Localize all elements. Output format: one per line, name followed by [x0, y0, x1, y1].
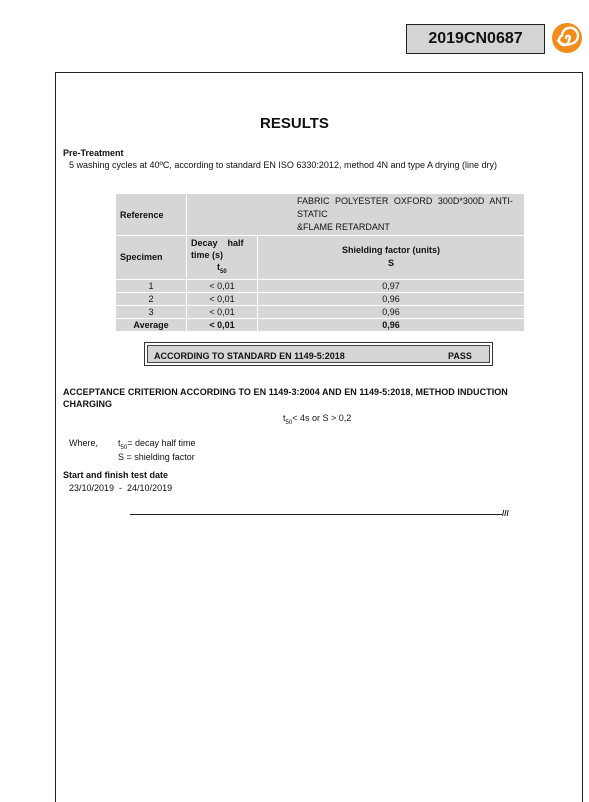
acceptance-heading-line1: ACCEPTANCE CRITERION ACCORDING TO EN 1149-3:2004 AND EN 1149-5:2018, METHOD INDUCTION [63, 387, 508, 397]
report-id-box: 2019CN0687 [406, 24, 545, 54]
specimen-cell: 3 [116, 305, 187, 318]
formula-sym: t [283, 413, 286, 423]
reference-value-line1: FABRIC POLYESTER OXFORD 300D*300D ANTI-STATIC [297, 196, 513, 219]
document-frame [55, 72, 583, 802]
formula-sub: 50 [285, 419, 293, 426]
decay-cell: < 0,01 [187, 292, 258, 305]
table-row [116, 305, 525, 318]
shield-header-line1: Shielding factor (units) [342, 245, 440, 256]
decay-col-header [187, 236, 258, 280]
reference-value [187, 194, 525, 236]
standard-result-box [144, 342, 493, 366]
formula-rest: < 4s or S > 0,2 [292, 413, 352, 423]
where-s-definition: S = shielding factor [118, 452, 195, 462]
acceptance-heading-line2: CHARGING [63, 399, 112, 409]
table-row [116, 279, 525, 292]
shielding-col-header [258, 236, 525, 280]
specimen-cell: 2 [116, 292, 187, 305]
where-t-sub: 50 [120, 444, 128, 451]
closing-line [130, 514, 502, 515]
pretreatment-text: 5 washing cycles at 40ºC, according to standard EN ISO 6330:2012, method 4N and type A drying (line dry) [69, 160, 498, 170]
standard-result: PASS [448, 351, 472, 361]
test-date-heading: Start and finish test date [63, 470, 169, 480]
closing-mark: /// [502, 509, 509, 518]
shielding-cell: 0,97 [258, 279, 525, 292]
page-title: RESULTS [260, 115, 329, 132]
decay-header-line1: Decay half [191, 238, 244, 248]
specimen-col-header: Specimen [116, 236, 187, 280]
results-table [115, 193, 525, 332]
pretreatment-heading: Pre-Treatment [63, 148, 124, 158]
decay-cell: < 0,01 [187, 305, 258, 318]
shielding-cell: 0,96 [258, 305, 525, 318]
reference-label: Reference [116, 194, 187, 236]
shielding-cell: 0,96 [258, 292, 525, 305]
table-row [116, 292, 525, 305]
shield-header-line2: S [387, 258, 394, 269]
decay-cell: < 0,01 [187, 279, 258, 292]
table-row-average [116, 318, 525, 331]
where-t-definition [118, 438, 196, 451]
decay-header-sym: t [217, 262, 220, 272]
shielding-cell: 0,96 [258, 318, 525, 331]
where-t-def: = decay half time [127, 438, 196, 448]
where-t-sym: t [118, 438, 121, 448]
acceptance-formula [283, 413, 351, 426]
specimen-cell: Average [116, 318, 187, 331]
decay-header-line2: time (s) [191, 250, 224, 260]
decay-header-sub: 50 [220, 268, 227, 275]
where-label: Where, [69, 438, 99, 448]
spiral-logo-icon [551, 22, 583, 54]
reference-value-line2: &FLAME RETARDANT [297, 222, 390, 232]
specimen-cell: 1 [116, 279, 187, 292]
decay-cell: < 0,01 [187, 318, 258, 331]
test-date-value: 23/10/2019 - 24/10/2019 [69, 483, 173, 493]
standard-label: ACCORDING TO STANDARD EN 1149-5:2018 [154, 351, 345, 361]
